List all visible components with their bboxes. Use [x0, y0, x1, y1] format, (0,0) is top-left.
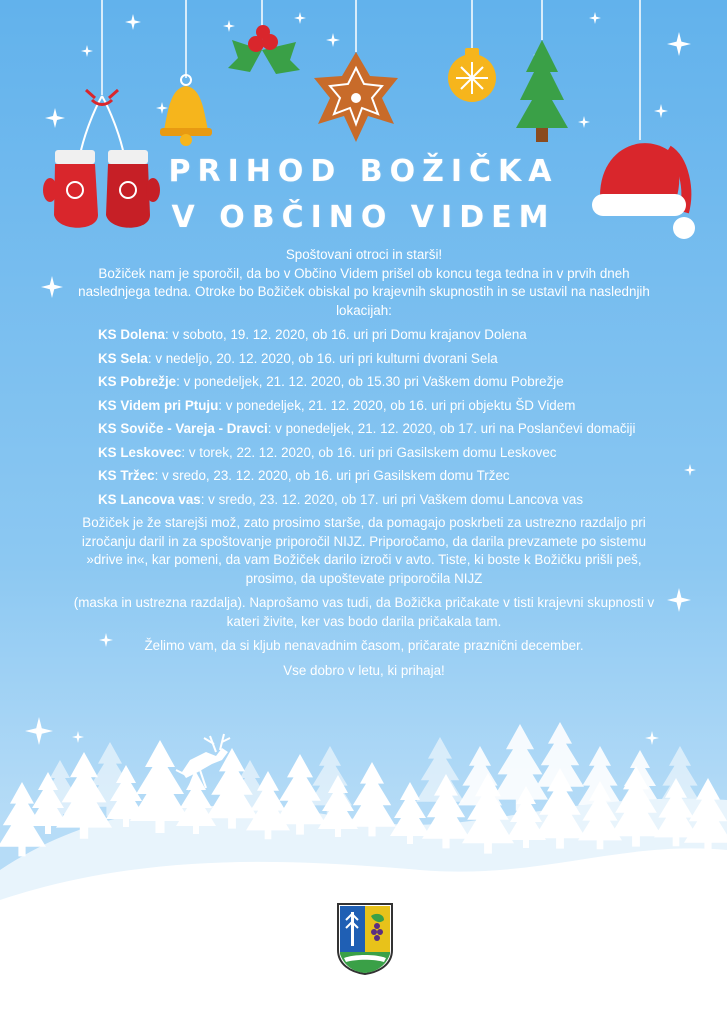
location-name: KS Lancova vas [98, 491, 201, 507]
location-item [98, 397, 660, 416]
location-name: KS Pobrežje [98, 374, 177, 389]
location-item [98, 467, 660, 486]
location-details: : v nedeljo, 20. 12. 2020, ob 16. uri pri kulturni dvorani Sela [147, 350, 498, 366]
intro-paragraph: Božiček nam je sporočil, da bo v Občino Videm prišel ob koncu tega tedna in v prvih dneh naslednjega tedna. Otroke bo Božiček obiskal po krajevnih skupnostih in se ustavil na naslednjih lokacijah: [78, 265, 650, 318]
title-line-1: PRIHOD BOŽIČKA [168, 154, 559, 189]
location-details: : v ponedeljek, 21. 12. 2020, ob 16. uri pri objektu ŠD Videm [218, 397, 576, 413]
location-item [98, 326, 660, 345]
location-item [98, 420, 660, 439]
location-item [98, 491, 660, 510]
location-name: KS Dolena [98, 327, 165, 342]
location-details: : v ponedeljek, 21. 12. 2020, ob 17. uri na Poslančevi domačiji [267, 421, 636, 436]
location-details: : v soboto, 19. 12. 2020, ob 16. uri pri Domu krajanov Dolena [164, 327, 527, 342]
location-name: KS Videm pri Ptuju [98, 397, 219, 413]
location-item [98, 350, 660, 369]
location-details: : v sredo, 23. 12. 2020, ob 16. uri pri Gasilskem domu Tržec [154, 468, 510, 483]
location-list [68, 326, 660, 509]
wish-line: Želimo vam, da si kljub nenavadnim časom, pričarate praznični december. [144, 638, 584, 653]
location-item [98, 444, 660, 463]
location-details: : v sredo, 23. 12. 2020, ob 17. uri pri Vaškem domu Lancova vas [200, 491, 584, 507]
location-details: : v torek, 22. 12. 2020, ob 16. uri pri Gasilskem domu Leskovec [181, 444, 557, 460]
location-name: KS Sela [98, 350, 148, 366]
location-name: KS Soviče - Vareja - Dravci [98, 421, 268, 436]
letter-body [68, 246, 660, 680]
safety-paragraph: Božiček je že starejši mož, zato prosimo starše, da pomagajo poskrbeti za ustrezno razdaljo pri izročanju daril in za spoštovanje priporočil NIJZ. Priporočamo, da darila prevzamete po sistemu »drive in«, kar pomeni, da vam Božiček darilo izroči v avto. Tiste, ki boste k Božičku prišli peš, prosimo, da upoštevate priporočila NIJZ [81, 515, 647, 586]
location-name: KS Leskovec [98, 444, 182, 460]
municipal-crest-icon [336, 902, 394, 976]
title-line-2: V OBČINO VIDEM [171, 200, 556, 235]
closing-line: Vse dobro v letu, ki prihaja! [283, 662, 445, 678]
location-name: KS Tržec [98, 468, 155, 483]
location-details: : v ponedeljek, 21. 12. 2020, ob 15.30 pri Vaškem domu Pobrežje [176, 374, 564, 389]
location-item [98, 373, 660, 392]
greeting: Spoštovani otroci in starši! [285, 247, 443, 262]
request-paragraph: (maska in ustrezna razdalja). Naprošamo vas tudi, da Božička pričakate v tisti krajevni skupnosti v kateri živite, ker vas bodo darila pričakala tam. [73, 595, 655, 629]
